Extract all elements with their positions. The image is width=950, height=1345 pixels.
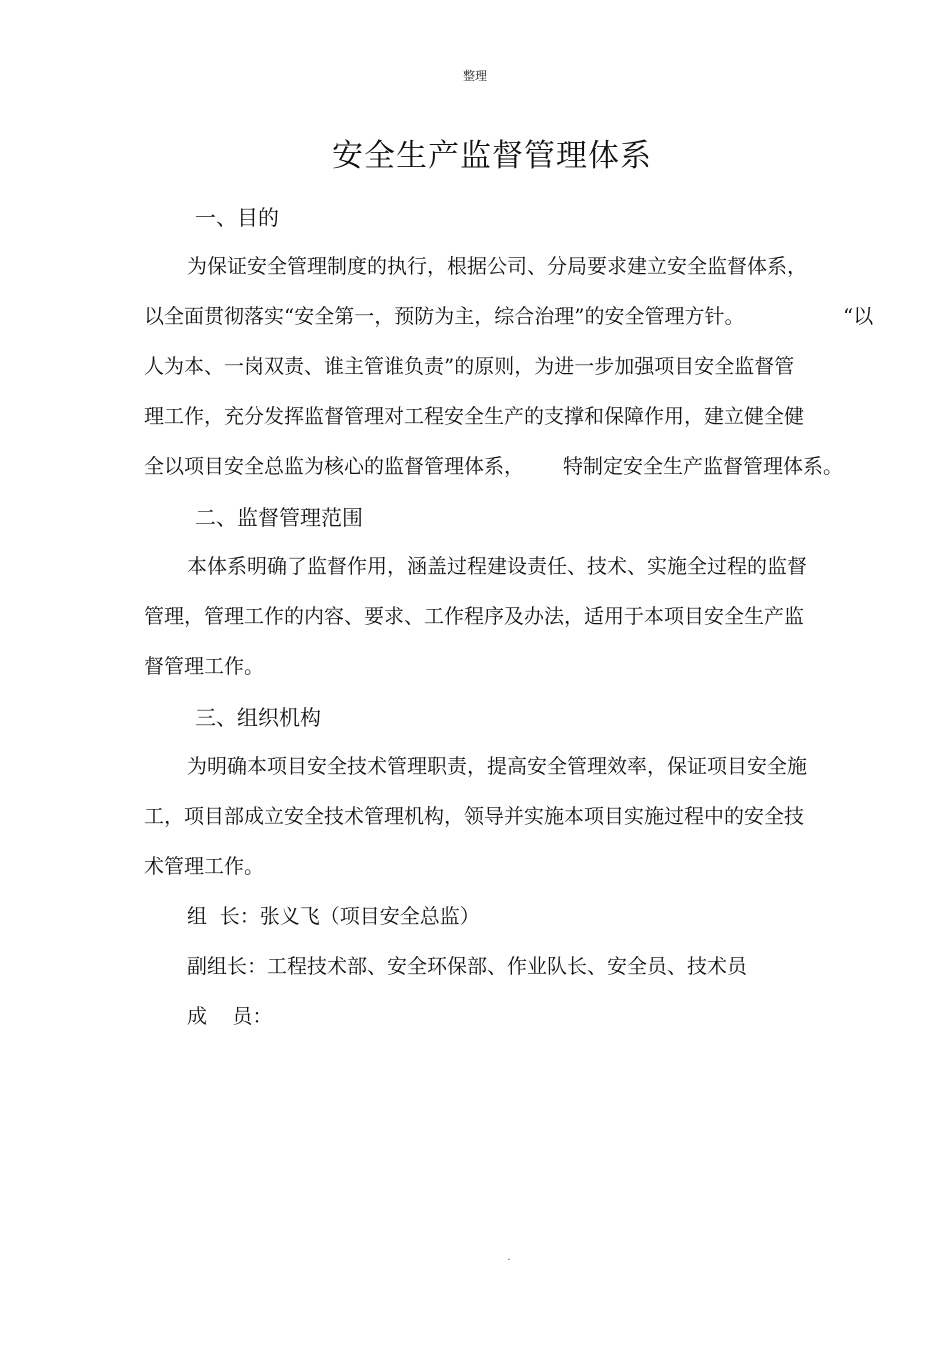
paragraph-line: 本体系明确了监督作用，涵盖过程建设责任、技术、实施全过程的监督 <box>187 554 807 578</box>
paragraph-line: “以 <box>843 304 874 328</box>
org-members: 成 员： <box>187 1004 273 1028</box>
footer-mark: . <box>507 1252 511 1263</box>
paragraph-line: 全以项目安全总监为核心的监督管理体系， <box>144 454 524 478</box>
paragraph-line: 为保证安全管理制度的执行，根据公司、分局要求建立安全监督体系， <box>187 254 807 278</box>
document-title: 安全生产监督管理体系 <box>332 138 652 174</box>
org-leader: 组 长：张义飞（项目安全总监） <box>187 904 480 928</box>
paragraph-line: 工，项目部成立安全技术管理机构，领导并实施本项目实施过程中的安全技 <box>144 804 804 828</box>
paragraph-line: 以全面贯彻落实“安全第一，预防为主，综合治理”的安全管理方针。 <box>144 304 745 328</box>
section-heading-organization: 三、组织机构 <box>195 706 321 730</box>
org-deputy: 副组长：工程技术部、安全环保部、作业队长、安全员、技术员 <box>187 954 747 978</box>
paragraph-line: 特制定安全生产监督管理体系。 <box>563 454 843 478</box>
paragraph-line: 人为本、一岗双责、谁主管谁负责”的原则，为进一步加强项目安全监督管 <box>144 354 795 378</box>
header-mark: 整理 <box>462 69 487 83</box>
section-heading-purpose: 一、目的 <box>195 206 279 230</box>
paragraph-line: 理工作，充分发挥监督管理对工程安全生产的支撑和保障作用，建立健全健 <box>144 404 804 428</box>
section-heading-scope: 二、监督管理范围 <box>195 506 363 530</box>
paragraph-line: 督管理工作。 <box>144 654 264 678</box>
paragraph-line: 术管理工作。 <box>144 854 264 878</box>
paragraph-line: 为明确本项目安全技术管理职责，提高安全管理效率，保证项目安全施 <box>187 754 807 778</box>
paragraph-line: 管理，管理工作的内容、要求、工作程序及办法，适用于本项目安全生产监 <box>144 604 804 628</box>
